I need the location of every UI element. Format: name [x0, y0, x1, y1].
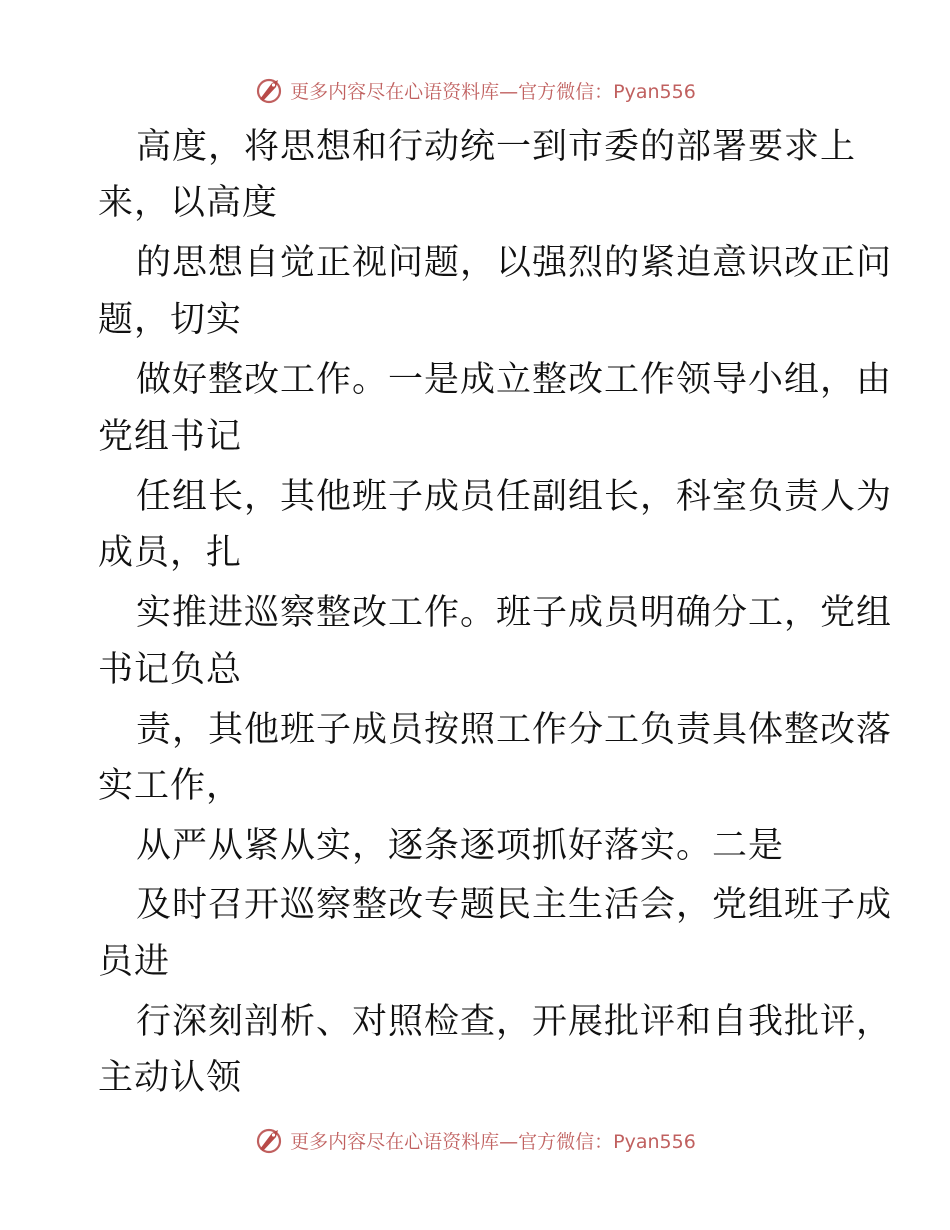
header-banner-text: 更多内容尽在心语资料库—官方微信：Pyan556 [290, 80, 696, 103]
body-line: 书记负总 [98, 650, 243, 690]
footer-banner [0, 1120, 950, 1160]
body-line: 及时召开巡察整改专题民主生活会，党组班子成 [136, 885, 893, 925]
body-line: 从严从紧从实，逐条逐项抓好落实。二是 [136, 826, 785, 866]
pen-nib-logo-icon [254, 1125, 284, 1155]
body-line: 党组书记 [98, 417, 243, 457]
body-line: 高度，将思想和行动统一到市委的部署要求上 [136, 127, 857, 167]
body-line: 来，以高度 [98, 183, 279, 223]
footer-banner-text: 更多内容尽在心语资料库—官方微信：Pyan556 [290, 1130, 696, 1153]
body-line: 实推进巡察整改工作。班子成员明确分工，党组 [136, 593, 893, 633]
body-line: 责，其他班子成员按照工作分工负责具体整改落 [136, 710, 893, 750]
body-line: 主动认领 [98, 1058, 243, 1098]
body-line: 任组长，其他班子成员任副组长，科室负责人为 [136, 477, 893, 517]
header-banner [0, 70, 950, 110]
body-line: 行深刻剖析、对照检查，开展批评和自我批评， [136, 1002, 893, 1042]
body-line: 题，切实 [98, 300, 243, 340]
body-line: 的思想自觉正视问题，以强烈的紧迫意识改正问 [136, 243, 893, 283]
body-line: 做好整改工作。一是成立整改工作领导小组，由 [136, 360, 893, 400]
body-line: 成员，扎 [98, 533, 243, 573]
body-line: 实工作， [98, 766, 243, 806]
body-line: 员进 [98, 942, 171, 982]
pen-nib-logo-icon [254, 75, 284, 105]
